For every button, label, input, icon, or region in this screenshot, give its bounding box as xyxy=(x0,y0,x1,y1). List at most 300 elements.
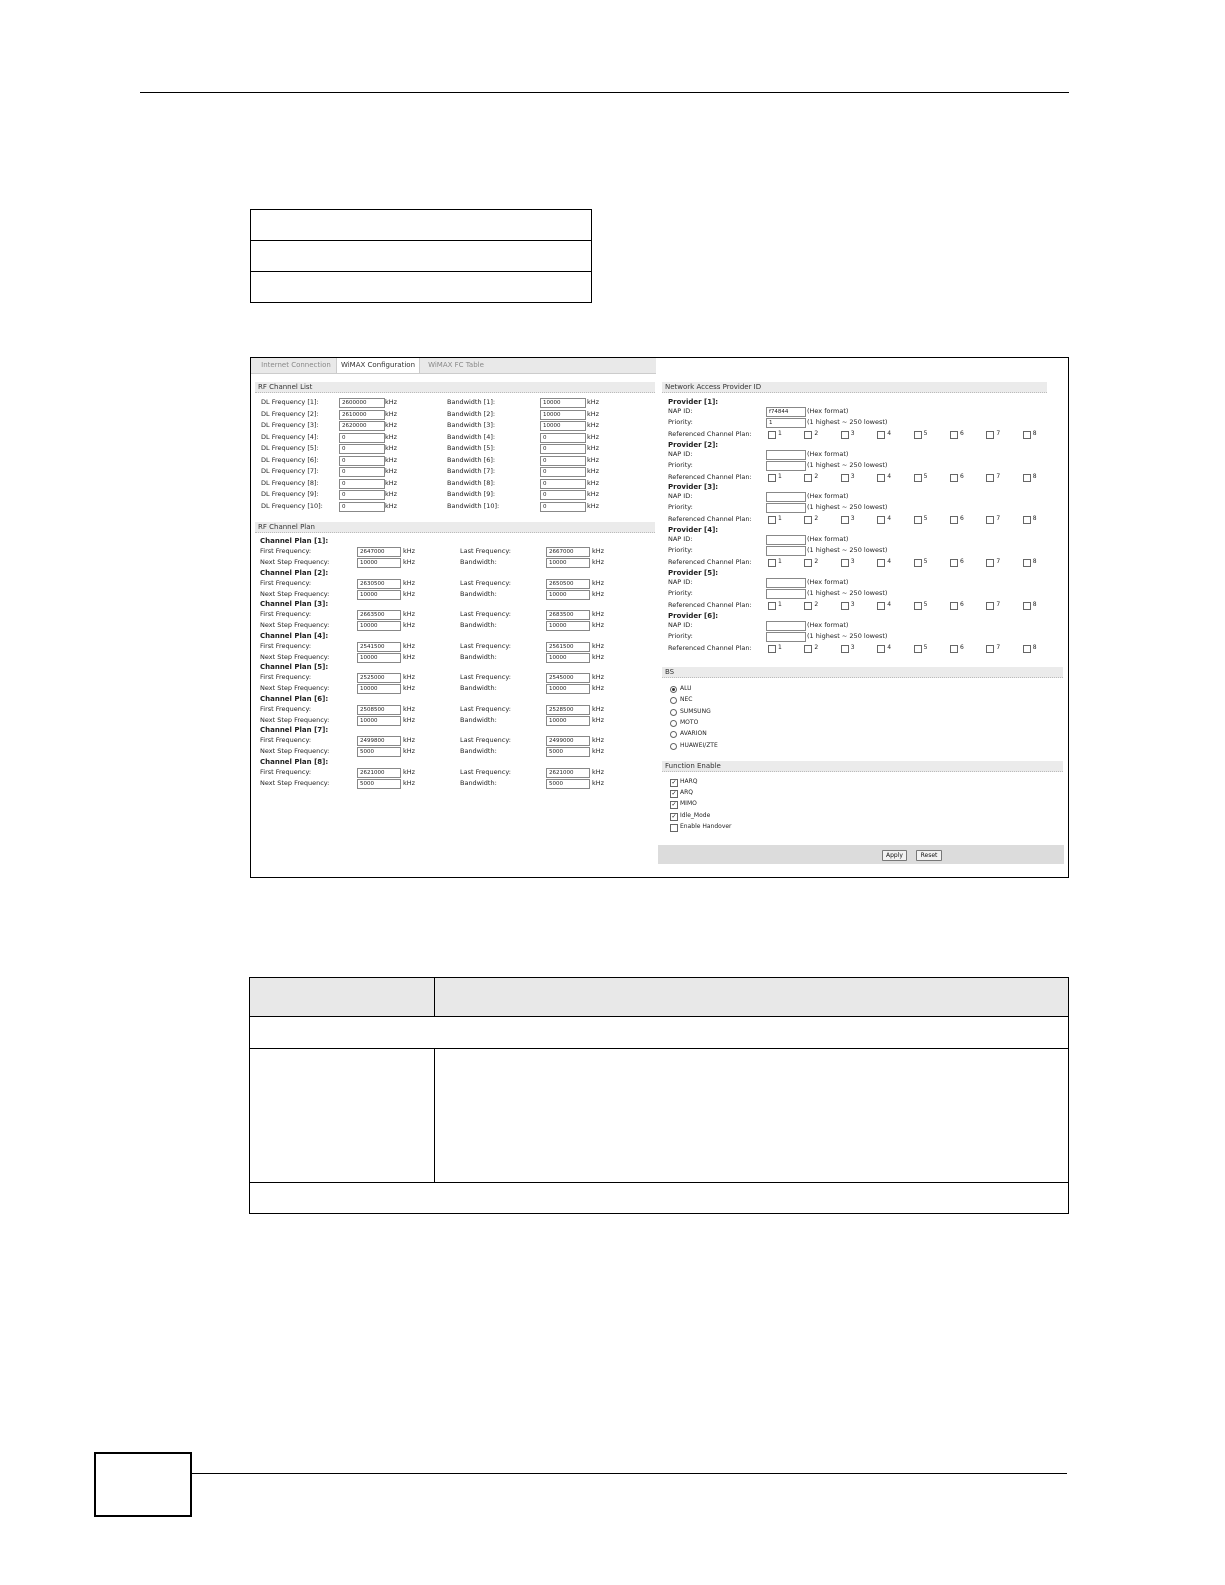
channel-plan-checkbox[interactable] xyxy=(804,602,812,610)
unit-label: kHz xyxy=(592,704,605,713)
bandwidth-input[interactable]: 5000 xyxy=(546,779,590,789)
referenced-channel-plan-label: Referenced Channel Plan: xyxy=(668,600,752,609)
referenced-channel-plan-label: Referenced Channel Plan: xyxy=(668,472,752,481)
footer-rule xyxy=(192,1473,1067,1474)
function-option-label: HARQ xyxy=(680,778,698,785)
unit-label: kHz xyxy=(385,409,398,418)
provider-title: Provider [1]: xyxy=(668,398,719,406)
next-step-frequency-label: Next Step Frequency: xyxy=(260,747,330,755)
table-row-divider xyxy=(250,1048,1068,1049)
priority-label: Priority: xyxy=(668,546,693,555)
priority-input[interactable] xyxy=(766,632,806,642)
referenced-channel-plan-label: Referenced Channel Plan: xyxy=(668,643,752,652)
first-frequency-input[interactable]: 2499800 xyxy=(357,736,401,746)
dl-frequency-label: DL Frequency [2]: xyxy=(261,409,319,418)
unit-label: kHz xyxy=(592,621,605,629)
rf-channel-list-header: RF Channel List xyxy=(255,382,655,393)
first-frequency-input[interactable]: 2621000 xyxy=(357,768,401,778)
channel-plan-checkbox[interactable] xyxy=(914,516,922,524)
bandwidth-label: Bandwidth: xyxy=(460,652,497,661)
channel-plan-number: 6 xyxy=(960,515,964,523)
channel-plan-checkbox[interactable] xyxy=(804,559,812,567)
dl-frequency-input[interactable]: 0 xyxy=(339,490,385,500)
unit-label: kHz xyxy=(403,747,416,755)
bandwidth-label: Bandwidth: xyxy=(460,621,497,629)
channel-plan-number: 8 xyxy=(1032,558,1037,566)
channel-plan-number: 2 xyxy=(814,558,819,566)
table-header-row xyxy=(250,978,1068,1017)
column-divider xyxy=(434,1048,435,1182)
last-frequency-label: Last Frequency: xyxy=(460,736,511,744)
provider-title: Provider [2]: xyxy=(668,440,719,449)
bs-option-label: ALU xyxy=(680,685,692,692)
unit-label: kHz xyxy=(403,715,416,724)
channel-plan-checkbox[interactable] xyxy=(841,559,849,567)
bandwidth-input[interactable]: 10000 xyxy=(546,558,590,568)
last-frequency-input[interactable]: 2499000 xyxy=(546,736,590,746)
bs-option-label: MOTO xyxy=(680,718,699,726)
channel-plan-number: 3 xyxy=(850,643,855,651)
priority-input[interactable] xyxy=(766,589,806,599)
channel-plan-number: 1 xyxy=(778,472,782,480)
first-frequency-label: First Frequency: xyxy=(260,736,312,744)
unit-label: kHz xyxy=(385,478,398,487)
unit-label: kHz xyxy=(403,704,416,713)
channel-plan-checkbox[interactable] xyxy=(804,645,812,653)
channel-plan-checkbox[interactable] xyxy=(950,602,958,610)
first-frequency-label: First Frequency: xyxy=(260,704,312,713)
unit-label: kHz xyxy=(587,398,600,406)
referenced-channel-plan-label: Referenced Channel Plan: xyxy=(668,515,752,524)
bs-radio[interactable] xyxy=(670,709,677,716)
bandwidth-input[interactable]: 5000 xyxy=(546,747,590,757)
bandwidth-label: Bandwidth [9]: xyxy=(447,490,496,498)
unit-label: kHz xyxy=(385,501,398,510)
channel-plan-title: Channel Plan [8]: xyxy=(260,757,329,766)
hex-format-hint: (Hex format) xyxy=(807,492,849,501)
bs-radio[interactable] xyxy=(670,686,677,693)
dl-frequency-input[interactable]: 0 xyxy=(339,467,385,477)
bandwidth-label: Bandwidth [10]: xyxy=(447,501,500,510)
bs-option-label: HUAWEI/ZTE xyxy=(680,741,718,749)
channel-plan-checkbox[interactable] xyxy=(841,602,849,610)
header-rule xyxy=(140,92,1069,93)
channel-plan-checkbox[interactable] xyxy=(804,431,812,439)
tab-wimax-configuration[interactable]: WiMAX Configuration xyxy=(336,358,420,373)
rf-channel-plan-header: RF Channel Plan xyxy=(255,522,655,533)
priority-label: Priority: xyxy=(668,588,693,597)
apply-button[interactable]: Apply xyxy=(882,850,907,861)
unit-label: kHz xyxy=(592,673,605,681)
channel-plan-checkbox[interactable] xyxy=(841,474,849,482)
channel-plan-checkbox[interactable] xyxy=(877,602,885,610)
dl-frequency-input[interactable]: 2600000 xyxy=(339,398,385,408)
channel-plan-checkbox[interactable] xyxy=(877,559,885,567)
next-step-frequency-input[interactable]: 10000 xyxy=(357,621,401,631)
last-frequency-input[interactable]: 2528500 xyxy=(546,705,590,715)
channel-plan-checkbox[interactable] xyxy=(768,602,776,610)
channel-plan-checkbox[interactable] xyxy=(841,645,849,653)
channel-plan-number: 5 xyxy=(923,558,928,566)
channel-plan-checkbox[interactable] xyxy=(986,559,994,567)
channel-plan-checkbox[interactable] xyxy=(804,516,812,524)
bs-option-label: SUMSUNG xyxy=(680,707,711,715)
nap-id-input[interactable]: f74844 xyxy=(766,407,806,417)
hex-format-hint: (Hex format) xyxy=(807,535,849,544)
priority-input[interactable] xyxy=(766,461,806,471)
channel-plan-number: 3 xyxy=(850,472,855,480)
channel-plan-number: 3 xyxy=(850,515,855,523)
unit-label: kHz xyxy=(385,421,398,429)
bandwidth-label: Bandwidth: xyxy=(460,778,497,787)
unit-label: kHz xyxy=(587,421,600,429)
function-option-label: MIMO xyxy=(680,800,697,808)
unit-label: kHz xyxy=(592,641,605,650)
channel-plan-checkbox[interactable] xyxy=(768,516,776,524)
dl-frequency-input[interactable]: 2620000 xyxy=(339,421,385,431)
unit-label: kHz xyxy=(403,684,416,692)
function-option-label: ARQ xyxy=(680,789,693,797)
unit-label: kHz xyxy=(587,455,600,464)
bandwidth-label: Bandwidth [3]: xyxy=(447,421,496,429)
hex-format-hint: (Hex format) xyxy=(807,407,849,415)
priority-hint: (1 highest ~ 250 lowest) xyxy=(807,460,888,469)
unit-label: kHz xyxy=(587,478,600,487)
channel-plan-number: 6 xyxy=(960,558,964,566)
bandwidth-input[interactable]: 0 xyxy=(540,433,586,443)
unit-label: kHz xyxy=(587,432,600,441)
unit-label: kHz xyxy=(592,684,605,692)
unit-label: kHz xyxy=(385,432,398,441)
channel-plan-checkbox[interactable] xyxy=(877,474,885,482)
reset-button[interactable]: Reset xyxy=(916,850,942,861)
function-checkbox[interactable]: ✓ xyxy=(671,812,677,820)
bandwidth-input[interactable]: 10000 xyxy=(546,684,590,694)
provider-title: Provider [6]: xyxy=(668,611,719,620)
channel-plan-checkbox[interactable] xyxy=(768,474,776,482)
bandwidth-input[interactable]: 10000 xyxy=(546,621,590,631)
channel-plan-checkbox[interactable] xyxy=(877,431,885,439)
channel-plan-checkbox[interactable] xyxy=(1023,516,1031,524)
next-step-frequency-input[interactable]: 10000 xyxy=(357,716,401,726)
bandwidth-label: Bandwidth: xyxy=(460,747,497,755)
unit-label: kHz xyxy=(587,444,600,452)
first-frequency-input[interactable]: 2508500 xyxy=(357,705,401,715)
bandwidth-input[interactable]: 10000 xyxy=(546,590,590,600)
channel-plan-number: 4 xyxy=(887,430,892,437)
dl-frequency-input[interactable]: 0 xyxy=(339,479,385,489)
channel-plan-checkbox[interactable] xyxy=(841,431,849,439)
bs-radio[interactable] xyxy=(670,731,677,738)
channel-plan-checkbox[interactable] xyxy=(986,474,994,482)
column-divider xyxy=(434,978,435,1016)
channel-plan-number: 2 xyxy=(814,430,819,437)
dl-frequency-label: DL Frequency [5]: xyxy=(261,444,319,452)
priority-input[interactable] xyxy=(766,503,806,513)
priority-label: Priority: xyxy=(668,418,693,426)
last-frequency-label: Last Frequency: xyxy=(460,767,511,776)
unit-label: kHz xyxy=(403,652,416,661)
next-step-frequency-input[interactable]: 10000 xyxy=(357,653,401,663)
channel-plan-checkbox[interactable] xyxy=(914,474,922,482)
bandwidth-input[interactable]: 10000 xyxy=(540,398,586,408)
channel-plan-checkbox[interactable] xyxy=(1023,474,1031,482)
hex-format-hint: (Hex format) xyxy=(807,577,849,586)
bandwidth-input[interactable]: 10000 xyxy=(546,716,590,726)
channel-plan-number: 1 xyxy=(778,515,782,523)
channel-plan-number: 6 xyxy=(960,430,964,437)
bandwidth-input[interactable]: 10000 xyxy=(546,653,590,663)
priority-hint: (1 highest ~ 250 lowest) xyxy=(807,418,888,426)
unit-label: kHz xyxy=(403,610,416,618)
channel-plan-number: 4 xyxy=(887,558,892,566)
unit-label: kHz xyxy=(592,747,605,755)
channel-plan-number: 1 xyxy=(778,643,782,651)
function-checkbox[interactable]: ✓ xyxy=(671,801,677,809)
channel-plan-checkbox[interactable] xyxy=(950,559,958,567)
channel-plan-number: 6 xyxy=(960,472,964,480)
channel-plan-checkbox[interactable] xyxy=(1023,559,1031,567)
first-frequency-label: First Frequency: xyxy=(260,578,312,587)
priority-label: Priority: xyxy=(668,460,693,469)
provider-title: Provider [4]: xyxy=(668,526,719,535)
dl-frequency-input[interactable]: 0 xyxy=(339,433,385,443)
function-enable-header: Function Enable xyxy=(662,761,1063,772)
next-step-frequency-label: Next Step Frequency: xyxy=(260,778,330,787)
channel-plan-checkbox[interactable] xyxy=(804,474,812,482)
channel-plan-number: 4 xyxy=(887,472,892,480)
table-row xyxy=(251,210,591,241)
bandwidth-label: Bandwidth: xyxy=(460,589,497,598)
priority-input[interactable] xyxy=(766,546,806,556)
bs-option-label: NEC xyxy=(680,696,693,704)
first-frequency-label: First Frequency: xyxy=(260,547,312,555)
table-row xyxy=(251,272,591,302)
dl-frequency-label: DL Frequency [8]: xyxy=(261,478,319,487)
channel-plan-number: 8 xyxy=(1032,472,1037,480)
bandwidth-label: Bandwidth: xyxy=(460,715,497,724)
bandwidth-label: Bandwidth [2]: xyxy=(447,409,496,418)
tab-wimax-fc-table[interactable]: WiMAX FC Table xyxy=(428,361,484,369)
next-step-frequency-input[interactable]: 5000 xyxy=(357,779,401,789)
nap-id-input[interactable] xyxy=(766,621,806,631)
last-frequency-input[interactable]: 2621000 xyxy=(546,768,590,778)
unit-label: kHz xyxy=(403,558,416,566)
priority-hint: (1 highest ~ 250 lowest) xyxy=(807,546,888,555)
first-frequency-input[interactable]: 2663500 xyxy=(357,610,401,620)
channel-plan-number: 2 xyxy=(814,515,819,523)
priority-label: Priority: xyxy=(668,631,693,640)
channel-plan-number: 5 xyxy=(923,515,928,523)
channel-plan-checkbox[interactable] xyxy=(914,431,922,439)
bs-radio[interactable] xyxy=(670,697,677,704)
provider-title: Provider [5]: xyxy=(668,568,719,577)
channel-plan-number: 5 xyxy=(923,430,928,437)
first-frequency-label: First Frequency: xyxy=(260,673,312,681)
next-step-frequency-input[interactable]: 10000 xyxy=(357,558,401,568)
referenced-channel-plan-label: Referenced Channel Plan: xyxy=(668,430,752,438)
next-step-frequency-input[interactable]: 5000 xyxy=(357,747,401,757)
channel-plan-checkbox[interactable] xyxy=(986,516,994,524)
unit-label: kHz xyxy=(403,673,416,681)
nap-id-input[interactable] xyxy=(766,492,806,502)
channel-plan-checkbox[interactable] xyxy=(914,602,922,610)
next-step-frequency-input[interactable]: 10000 xyxy=(357,684,401,694)
channel-plan-checkbox[interactable] xyxy=(1023,645,1031,653)
channel-plan-number: 7 xyxy=(996,558,1001,566)
unit-label: kHz xyxy=(403,778,416,787)
bandwidth-input[interactable]: 10000 xyxy=(540,410,586,420)
referenced-channel-plan-label: Referenced Channel Plan: xyxy=(668,558,752,567)
channel-plan-number: 5 xyxy=(923,643,928,651)
dl-frequency-input[interactable]: 0 xyxy=(339,456,385,466)
last-frequency-input[interactable]: 2545000 xyxy=(546,673,590,683)
action-bar xyxy=(658,845,1064,864)
table-row-divider xyxy=(250,1182,1068,1183)
channel-plan-checkbox[interactable] xyxy=(986,431,994,439)
channel-plan-checkbox[interactable] xyxy=(768,559,776,567)
channel-plan-checkbox[interactable] xyxy=(841,516,849,524)
bandwidth-input[interactable]: 0 xyxy=(540,479,586,489)
unit-label: kHz xyxy=(592,715,605,724)
function-checkbox[interactable]: ✓ xyxy=(671,790,677,798)
channel-plan-number: 6 xyxy=(960,643,964,651)
function-checkbox[interactable] xyxy=(670,824,678,832)
channel-plan-checkbox[interactable] xyxy=(950,431,958,439)
bandwidth-label: Bandwidth [7]: xyxy=(447,467,496,475)
bandwidth-label: Bandwidth [1]: xyxy=(447,398,496,406)
priority-label: Priority: xyxy=(668,503,693,512)
channel-plan-number: 4 xyxy=(887,515,892,523)
channel-plan-checkbox[interactable] xyxy=(768,431,776,439)
channel-plan-checkbox[interactable] xyxy=(1023,431,1031,439)
next-step-frequency-label: Next Step Frequency: xyxy=(260,715,330,724)
unit-label: kHz xyxy=(592,652,605,661)
dl-frequency-label: DL Frequency [10]: xyxy=(261,501,323,510)
unit-label: kHz xyxy=(403,736,416,744)
last-frequency-label: Last Frequency: xyxy=(460,704,511,713)
channel-plan-checkbox[interactable] xyxy=(1023,602,1031,610)
first-frequency-input[interactable]: 2630500 xyxy=(357,579,401,589)
channel-plan-number: 7 xyxy=(996,472,1001,480)
last-frequency-input[interactable]: 2683500 xyxy=(546,610,590,620)
function-checkbox[interactable]: ✓ xyxy=(671,779,677,786)
channel-plan-number: 2 xyxy=(814,643,819,651)
last-frequency-label: Last Frequency: xyxy=(460,641,511,650)
next-step-frequency-label: Next Step Frequency: xyxy=(260,684,330,692)
dl-frequency-input[interactable]: 0 xyxy=(339,444,385,454)
bandwidth-input[interactable]: 0 xyxy=(540,490,586,500)
last-frequency-label: Last Frequency: xyxy=(460,610,511,618)
dl-frequency-label: DL Frequency [1]: xyxy=(261,398,319,406)
dl-frequency-label: DL Frequency [7]: xyxy=(261,467,319,475)
nap-id-input[interactable] xyxy=(766,578,806,588)
channel-plan-number: 2 xyxy=(814,600,819,608)
channel-plan-checkbox[interactable] xyxy=(950,516,958,524)
bs-radio[interactable] xyxy=(670,743,677,750)
channel-plan-number: 8 xyxy=(1032,430,1037,437)
priority-hint: (1 highest ~ 250 lowest) xyxy=(807,588,888,597)
next-step-frequency-input[interactable]: 10000 xyxy=(357,590,401,600)
unit-label: kHz xyxy=(592,610,605,618)
channel-plan-checkbox[interactable] xyxy=(877,645,885,653)
dl-frequency-input[interactable]: 2610000 xyxy=(339,410,385,420)
last-frequency-input[interactable]: 2667000 xyxy=(546,547,590,557)
nap-id-label: NAP ID: xyxy=(668,492,693,501)
bs-option-label: AVARION xyxy=(680,730,707,738)
bandwidth-input[interactable]: 0 xyxy=(540,444,586,454)
first-frequency-input[interactable]: 2525000 xyxy=(357,673,401,683)
nap-id-label: NAP ID: xyxy=(668,577,693,586)
bandwidth-input[interactable]: 0 xyxy=(540,502,586,512)
tab-internet-connection[interactable]: Internet Connection xyxy=(261,361,331,369)
channel-plan-title: Channel Plan [4]: xyxy=(260,631,329,640)
channel-plan-checkbox[interactable] xyxy=(986,602,994,610)
table-row xyxy=(251,241,591,272)
dl-frequency-label: DL Frequency [4]: xyxy=(261,432,319,441)
empty-summary-table xyxy=(250,209,592,303)
last-frequency-label: Last Frequency: xyxy=(460,578,511,587)
channel-plan-checkbox[interactable] xyxy=(768,645,776,653)
bs-radio[interactable] xyxy=(670,720,677,727)
bandwidth-input[interactable]: 10000 xyxy=(540,421,586,431)
unit-label: kHz xyxy=(592,578,605,587)
channel-plan-number: 7 xyxy=(996,643,1001,651)
channel-plan-checkbox[interactable] xyxy=(877,516,885,524)
bandwidth-input[interactable]: 0 xyxy=(540,456,586,466)
channel-plan-number: 1 xyxy=(778,600,782,608)
unit-label: kHz xyxy=(403,621,416,629)
field-description-table xyxy=(249,977,1069,1214)
unit-label: kHz xyxy=(592,589,605,598)
priority-hint: (1 highest ~ 250 lowest) xyxy=(807,503,888,512)
unit-label: kHz xyxy=(403,547,416,555)
channel-plan-checkbox[interactable] xyxy=(914,645,922,653)
channel-plan-number: 7 xyxy=(996,430,1001,437)
nap-id-input[interactable] xyxy=(766,535,806,545)
unit-label: kHz xyxy=(592,767,605,776)
dl-frequency-label: DL Frequency [6]: xyxy=(261,455,319,464)
channel-plan-checkbox[interactable] xyxy=(986,645,994,653)
last-frequency-label: Last Frequency: xyxy=(460,547,511,555)
nap-id-label: NAP ID: xyxy=(668,620,693,629)
channel-plan-checkbox[interactable] xyxy=(950,474,958,482)
channel-plan-title: Channel Plan [5]: xyxy=(260,663,329,671)
bandwidth-label: Bandwidth [8]: xyxy=(447,478,496,487)
hex-format-hint: (Hex format) xyxy=(807,449,849,458)
channel-plan-checkbox[interactable] xyxy=(950,645,958,653)
last-frequency-input[interactable]: 2561500 xyxy=(546,642,590,652)
first-frequency-input[interactable]: 2541500 xyxy=(357,642,401,652)
last-frequency-input[interactable]: 2650500 xyxy=(546,579,590,589)
channel-plan-title: Channel Plan [3]: xyxy=(260,600,329,608)
channel-plan-number: 4 xyxy=(887,600,892,608)
channel-plan-title: Channel Plan [6]: xyxy=(260,694,329,703)
channel-plan-number: 2 xyxy=(814,472,819,480)
channel-plan-checkbox[interactable] xyxy=(914,559,922,567)
unit-label: kHz xyxy=(385,398,398,406)
bandwidth-input[interactable]: 0 xyxy=(540,467,586,477)
channel-plan-number: 5 xyxy=(923,472,928,480)
dl-frequency-input[interactable]: 0 xyxy=(339,502,385,512)
first-frequency-input[interactable]: 2647000 xyxy=(357,547,401,557)
dl-frequency-label: DL Frequency [9]: xyxy=(261,490,319,498)
priority-input[interactable]: 1 xyxy=(766,418,806,428)
next-step-frequency-label: Next Step Frequency: xyxy=(260,652,330,661)
dl-frequency-label: DL Frequency [3]: xyxy=(261,421,319,429)
nap-id-input[interactable] xyxy=(766,450,806,460)
channel-plan-number: 6 xyxy=(960,600,964,608)
